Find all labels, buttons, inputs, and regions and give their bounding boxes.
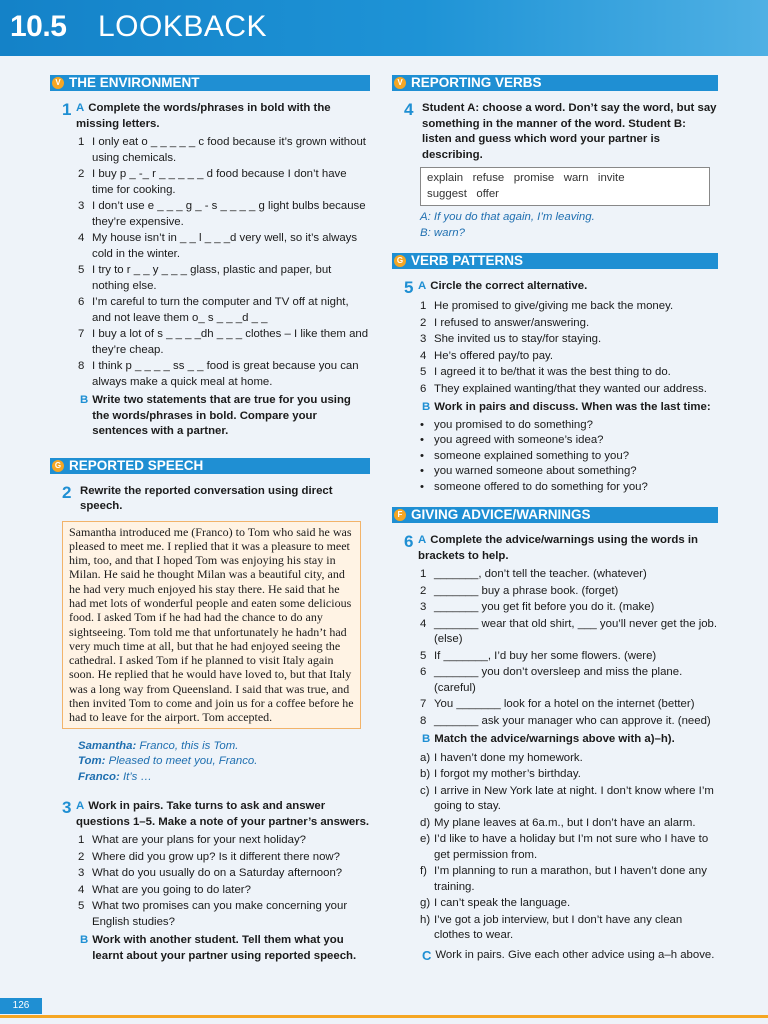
- list-item: [78, 899, 370, 930]
- instruction-text: Match the advice/warnings above with a)–h).: [434, 733, 675, 745]
- item-text: What two promises can you make concerning your English studies?: [92, 900, 348, 928]
- item-text: I don’t use e _ _ _ g _ - s _ _ _ _ g light bulbs because they’re expensive.: [92, 200, 366, 228]
- bullet-icon: •: [420, 434, 424, 446]
- task-1b: [80, 393, 370, 440]
- list-item: [420, 784, 718, 815]
- item-number: 2: [78, 168, 85, 180]
- item-number: h): [420, 913, 431, 926]
- list-item: [78, 850, 370, 866]
- item-text: I’d like to have a holiday but I’m not sure who I have to get permission from.: [434, 833, 709, 861]
- instruction-text: Circle the correct alternative.: [430, 280, 588, 292]
- list-item: [420, 816, 718, 832]
- item-number: c): [420, 784, 430, 797]
- list-item: [420, 832, 718, 863]
- list-item: [78, 359, 370, 390]
- list-item: [78, 883, 370, 899]
- bullet-icon: •: [420, 480, 424, 493]
- list-item: [78, 167, 370, 198]
- item-number: 6: [420, 666, 427, 678]
- instruction-text: Write two statements that are true for you using the words/phrases in bold. Compare your sentences with a partner.: [92, 394, 351, 437]
- task-6c: [422, 948, 718, 964]
- task-letter: C: [422, 947, 432, 963]
- item-number: d): [420, 816, 431, 829]
- bullet-text: someone explained something to you?: [434, 449, 630, 462]
- dialogue-line: [78, 739, 370, 755]
- item-number: 4: [78, 883, 85, 896]
- item-number: 4: [420, 617, 427, 630]
- item-text: She invited us to stay/for staying.: [434, 333, 602, 345]
- item-number: g): [420, 897, 431, 909]
- task-letter: A: [76, 800, 85, 813]
- item-text: What are you going to do later?: [92, 883, 251, 896]
- item-text: My plane leaves at 6a.m., but I don’t have an alarm.: [434, 816, 696, 829]
- list-item: [420, 896, 718, 912]
- task-letter: A: [418, 534, 427, 546]
- section-title: THE ENVIRONMENT: [69, 75, 200, 90]
- dialogue-example: [78, 739, 370, 786]
- discussion-bullets: [392, 418, 718, 496]
- item-number: f): [420, 865, 427, 877]
- item-number: 1: [420, 568, 427, 580]
- section-title: VERB PATTERNS: [411, 253, 524, 268]
- item-text: _______ ask your manager who can approve it. (need): [434, 714, 711, 727]
- task-5a: [392, 279, 718, 296]
- list-item: [420, 567, 718, 583]
- section-heading-reporting-verbs: [392, 75, 718, 91]
- item-number: 7: [420, 698, 427, 710]
- list-item: [420, 382, 718, 398]
- word-box: [420, 167, 710, 206]
- instruction-text: Work in pairs. Give each other advice using a–h above.: [435, 948, 715, 961]
- item-text: I try to r _ _ y _ _ _ glass, plastic and paper, but nothing else.: [92, 264, 332, 292]
- list-item: [420, 600, 718, 616]
- task-5b: [422, 400, 718, 416]
- bullet-item: [420, 433, 718, 449]
- section-title: GIVING ADVICE/WARNINGS: [411, 507, 591, 522]
- page-header: [0, 0, 768, 56]
- item-number: 4: [420, 349, 427, 362]
- list-item: [420, 649, 718, 665]
- speech: Pleased to meet you, Franco.: [108, 755, 258, 768]
- task-instruction: [76, 101, 370, 132]
- grammar-badge-icon: G: [52, 460, 64, 472]
- item-text: I haven’t done my homework.: [434, 751, 583, 764]
- item-number: e): [420, 833, 431, 845]
- task-1a: [50, 101, 370, 132]
- list-item: [420, 617, 718, 648]
- page-number: 126: [0, 998, 42, 1014]
- instruction-text: Rewrite the reported conversation using direct speech.: [80, 484, 333, 512]
- item-number: 8: [420, 714, 427, 727]
- task-letter: A: [418, 280, 427, 292]
- item-number: 5: [420, 649, 427, 662]
- instruction-text: Work in pairs. Take turns to ask and answer questions 1–5. Make a note of your partner’s answers.: [76, 800, 370, 828]
- item-number: 2: [78, 850, 85, 863]
- list-item: [420, 316, 718, 332]
- task-letter: A: [76, 102, 85, 114]
- item-text: He promised to give/giving me back the money.: [434, 300, 674, 312]
- bullet-text: you warned someone about something?: [434, 465, 637, 477]
- word-box-line: explain refuse promise warn invite: [427, 172, 625, 184]
- page-title: LOOKBACK: [98, 10, 268, 43]
- item-number: b): [420, 768, 431, 780]
- item-text: They explained wanting/that they wanted our address.: [434, 382, 707, 395]
- item-text: _______ buy a phrase book. (forget): [434, 584, 619, 597]
- task-instruction: [76, 799, 370, 830]
- item-number: 1: [420, 300, 427, 312]
- item-number: 6: [420, 382, 427, 395]
- exercise-items: [420, 299, 718, 397]
- grammar-badge-icon: G: [394, 255, 406, 267]
- item-text: I’ve got a job interview, but I don’t have any clean clothes to wear.: [434, 913, 683, 941]
- task-6b: [422, 732, 718, 748]
- task-3a: [50, 799, 370, 830]
- item-number: 3: [420, 333, 427, 345]
- list-item: [420, 913, 718, 944]
- speaker: Samantha:: [78, 739, 137, 752]
- item-number: a): [420, 751, 431, 764]
- item-text: _______ you don’t oversleep and miss the plane. (careful): [434, 666, 683, 694]
- bullet-text: you agreed with someone’s idea?: [434, 434, 604, 446]
- section-heading-verb-patterns: [392, 253, 718, 269]
- item-text: He’s offered pay/to pay.: [434, 349, 554, 362]
- item-text: I arrive in New York late at night. I don’t know where I’m going to stay.: [434, 784, 714, 812]
- task-number: 2: [62, 482, 72, 502]
- item-text: I buy p _ -_ r _ _ _ _ _ d food because I don’t have time for cooking.: [92, 168, 347, 196]
- unit-number: 10.5: [10, 10, 67, 43]
- item-text: My house isn’t in _ _ l _ _ _d very well, so it’s always cold in the winter.: [92, 232, 358, 260]
- item-number: 1: [78, 136, 85, 148]
- bullet-item: [420, 418, 718, 434]
- item-text: What are your plans for your next holiday?: [92, 834, 307, 847]
- vocabulary-badge-icon: V: [394, 77, 406, 89]
- dialogue-line: [78, 754, 370, 770]
- list-item: [420, 299, 718, 315]
- item-text: I only eat o _ _ _ _ _ c food because it’s grown without using chemicals.: [92, 136, 366, 164]
- exercise-items: [420, 567, 718, 729]
- exercise-items: [78, 135, 370, 390]
- function-badge-icon: F: [394, 509, 406, 521]
- item-number: 2: [420, 316, 427, 329]
- task-6a: [392, 533, 718, 564]
- bullet-item: [420, 480, 718, 496]
- section-title: REPORTED SPEECH: [69, 457, 204, 473]
- task-letter: B: [80, 394, 89, 406]
- list-item: [420, 365, 718, 381]
- instruction-text: Student A: choose a word. Don’t say the word, but say something in the manner of the word. Student B: listen and guess which word your partner is describing.: [422, 102, 717, 161]
- left-column: [50, 75, 370, 964]
- instruction-text: Complete the advice/warnings using the words in brackets to help.: [418, 534, 698, 562]
- item-text: I refused to answer/answering.: [434, 316, 590, 329]
- task-instruction: [418, 279, 718, 296]
- bullet-icon: •: [420, 418, 424, 431]
- item-text: I buy a lot of s _ _ _ _dh _ _ _ clothes – I like them and they’re cheap.: [92, 328, 369, 356]
- list-item: [420, 697, 718, 713]
- task-number: 3: [62, 798, 72, 818]
- list-item: [78, 231, 370, 262]
- item-text: _______ you get fit before you do it. (make): [434, 601, 655, 613]
- item-number: 3: [78, 867, 85, 880]
- item-number: 5: [420, 366, 427, 378]
- footer-rule: [0, 1015, 768, 1018]
- section-heading-giving-advice: [392, 507, 718, 523]
- speaker: Tom:: [78, 755, 106, 768]
- task-number: 5: [404, 278, 414, 297]
- list-item: [78, 866, 370, 882]
- item-number: 7: [78, 328, 85, 340]
- task-number: 6: [404, 532, 414, 551]
- match-items: [420, 751, 718, 944]
- list-item: [420, 332, 718, 348]
- list-item: [78, 327, 370, 358]
- item-number: 2: [420, 584, 427, 597]
- example-line-a: A: If you do that again, I’m leaving.: [420, 211, 595, 223]
- task-3b: [80, 933, 370, 964]
- list-item: [78, 135, 370, 166]
- example-line-b: B: warn?: [420, 226, 465, 239]
- right-column: [392, 75, 718, 963]
- task-letter: B: [422, 733, 431, 745]
- item-text: _______ wear that old shirt, ___ you’ll never get the job. (else): [434, 617, 718, 645]
- list-item: [78, 263, 370, 294]
- section-title: REPORTING VERBS: [411, 75, 542, 90]
- item-number: 1: [78, 834, 85, 847]
- list-item: [420, 349, 718, 365]
- page-footer: [0, 1002, 768, 1024]
- item-number: 4: [78, 232, 85, 244]
- item-text: I’m planning to run a marathon, but I haven’t done any training.: [434, 865, 707, 893]
- task-letter: B: [80, 934, 89, 947]
- reported-conversation-text: Samantha introduced me (Franco) to Tom who said he was pleased to meet me. I replied that it was a pleasure to meet him, too, and that I hoped Tom was enjoying his stay in Milan. He said he thought Milan was a beautiful city, and he had very much enjoyed his stay there. He said that he had met lots of wonderful people and eaten some delicious food. I asked Tom if he had had the chance to do any sightseeing. Tom told me that unfortunately he hadn’t had very much time at all, but that he had enjoyed seeing the cathedral. I asked Tom if he planned to visit Italy again soon. He replied that he would have loved to, but that Italy was a long way from Queensland. I said that was true, and then invited Tom to come and join us for a coffee before he had to leave for the airport. Tom accepted.: [62, 521, 361, 729]
- speech: It’s …: [122, 770, 152, 783]
- dialogue-line: [78, 770, 370, 786]
- list-item: [78, 295, 370, 326]
- list-item: [420, 665, 718, 696]
- item-text: I forgot my mother’s birthday.: [434, 768, 581, 780]
- item-number: 8: [78, 360, 85, 372]
- bullet-icon: •: [420, 449, 424, 462]
- list-item: [420, 751, 718, 767]
- list-item: [78, 833, 370, 849]
- item-text: I think p _ _ _ _ ss _ _ food is great because you can always make a quick meal at home.: [92, 360, 359, 388]
- item-text: Where did you grow up? Is it different there now?: [92, 850, 340, 863]
- item-text: If _______, I’d buy her some flowers. (were): [434, 649, 657, 662]
- list-item: [420, 767, 718, 783]
- instruction-text: Complete the words/phrases in bold with the missing letters.: [76, 102, 331, 130]
- speaker: Franco:: [78, 770, 120, 783]
- item-number: 5: [78, 900, 85, 913]
- item-number: 5: [78, 264, 85, 276]
- task-4: [392, 101, 718, 163]
- item-text: You _______ look for a hotel on the internet (better): [434, 698, 695, 710]
- bullet-item: [420, 464, 718, 480]
- instruction-text: Work in pairs and discuss. When was the last time:: [434, 401, 711, 413]
- item-number: 6: [78, 296, 85, 308]
- bullet-text: someone offered to do something for you?: [434, 480, 648, 493]
- example-answer: [420, 210, 718, 241]
- item-number: 3: [420, 601, 427, 613]
- task-number: 4: [404, 100, 414, 119]
- word-box-line: suggest offer: [427, 187, 499, 200]
- task-number: 1: [62, 100, 72, 119]
- list-item: [420, 714, 718, 730]
- instruction-text: Work with another student. Tell them what you learnt about your partner using reported speech.: [92, 934, 357, 962]
- section-heading-reported-speech: [50, 458, 370, 474]
- task-letter: B: [422, 401, 431, 413]
- question-items: [78, 833, 370, 930]
- item-text: What do you usually do on a Saturday afternoon?: [92, 867, 343, 880]
- list-item: [420, 584, 718, 600]
- bullet-text: you promised to do something?: [434, 418, 593, 431]
- list-item: [420, 864, 718, 895]
- speech: Franco, this is Tom.: [139, 739, 239, 752]
- item-text: I’m careful to turn the computer and TV off at night, and not leave them o_ s _ _ _d _ _: [92, 296, 349, 324]
- item-text: I can’t speak the language.: [434, 897, 571, 909]
- task-2: [50, 484, 370, 515]
- task-instruction: [418, 533, 718, 564]
- vocabulary-badge-icon: V: [52, 77, 64, 89]
- bullet-icon: •: [420, 465, 424, 477]
- item-text: _______, don’t tell the teacher. (whatever): [434, 568, 647, 580]
- list-item: [78, 199, 370, 230]
- item-text: I agreed it to be/that it was the best thing to do.: [434, 366, 671, 378]
- section-heading-environment: [50, 75, 370, 91]
- item-number: 3: [78, 200, 85, 212]
- bullet-item: [420, 449, 718, 465]
